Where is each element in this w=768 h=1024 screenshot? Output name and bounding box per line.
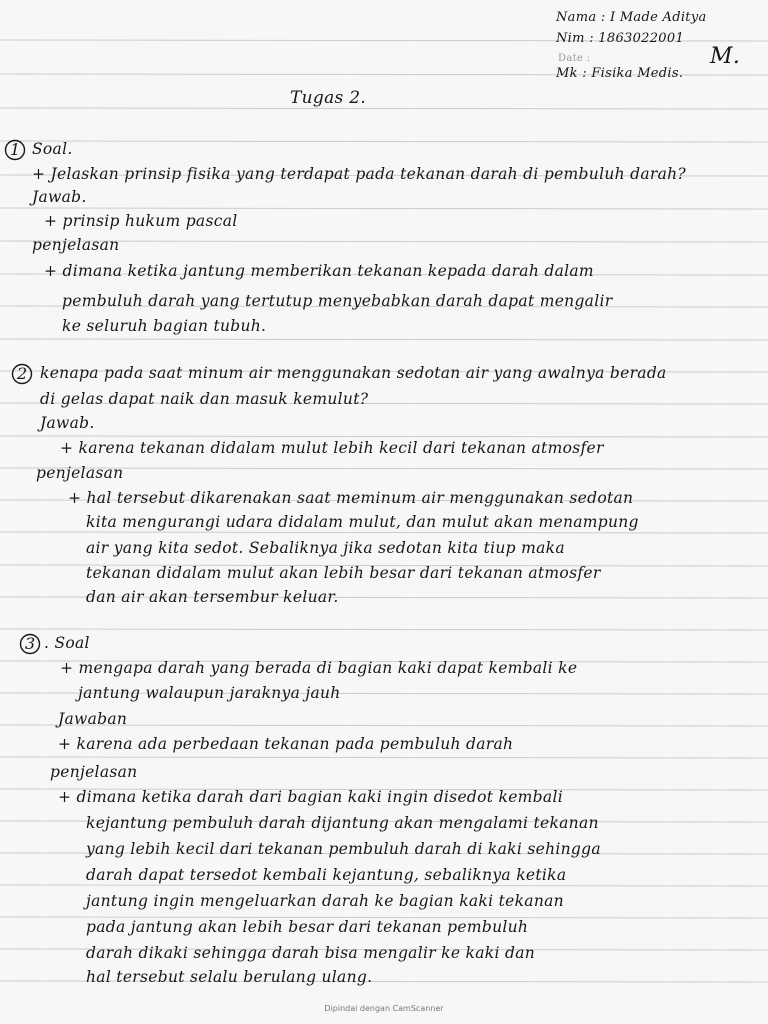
q3-explain-line: hal tersebut selalu berulang ulang. [86, 968, 373, 986]
q1-question: + Jelaskan prinsip fisika yang terdapat pada tekanan darah di pembuluh darah? [32, 165, 687, 183]
question-number-1: 1 [10, 140, 21, 159]
q3-question-line: + mengapa darah yang berada di bagian kaki dapat kembali ke [60, 659, 578, 677]
student-id: Nim : 1863022001 [556, 31, 685, 46]
signature: M. [710, 44, 741, 69]
q2-answer-label: Jawab. [40, 414, 95, 432]
q1-answer: + prinsip hukum pascal [44, 212, 238, 230]
course-name: Mk : Fisika Medis. [556, 66, 684, 81]
q3-explain-line: darah dapat tersedot kembali kejantung, sebaliknya ketika [86, 866, 567, 884]
q3-explain-line: pada jantung akan lebih besar dari tekanan pembuluh [86, 918, 529, 936]
q3-explain-line: darah dikaki sehingga darah bisa mengalir ke kaki dan [86, 944, 536, 962]
q2-explain-line: air yang kita sedot. Sebaliknya jika sedotan kita tiup maka [86, 539, 565, 557]
date-label: Date : [558, 53, 591, 64]
q3-explain-line: kejantung pembuluh darah dijantung akan mengalami tekanan [86, 814, 599, 832]
student-name: Nama : I Made Aditya [556, 10, 707, 25]
page-title: Tugas 2. [290, 88, 367, 108]
q3-answer-label: Jawaban [58, 710, 128, 728]
q1-explain-line: + dimana ketika jantung memberikan tekanan kepada darah dalam [44, 262, 594, 280]
question-number-2: 2 [17, 364, 28, 383]
q2-explain-line: kita mengurangi udara didalam mulut, dan mulut akan menampung [86, 513, 639, 531]
q1-explain-line: ke seluruh bagian tubuh. [62, 317, 267, 335]
q1-explain-label: penjelasan [32, 236, 120, 254]
q3-explain-label: penjelasan [50, 763, 138, 781]
q2-explain-line: dan air akan tersembur keluar. [86, 588, 339, 606]
q3-explain-line: yang lebih kecil dari tekanan pembuluh darah di kaki sehingga [86, 840, 601, 858]
q2-question-line: kenapa pada saat minum air menggunakan sedotan air yang awalnya berada [40, 364, 667, 382]
q3-explain-line: + dimana ketika darah dari bagian kaki ingin disedot kembali [58, 788, 563, 806]
q1-heading: Soal. [32, 140, 73, 158]
q2-explain-line: + hal tersebut dikarenakan saat meminum air menggunakan sedotan [68, 489, 634, 507]
question-number-3: 3 [25, 634, 36, 653]
q2-explain-label: penjelasan [36, 464, 124, 482]
q2-answer: + karena tekanan didalam mulut lebih kecil dari tekanan atmosfer [60, 439, 604, 457]
q1-answer-label: Jawab. [32, 188, 87, 206]
q2-explain-line: tekanan didalam mulut akan lebih besar dari tekanan atmosfer [86, 564, 601, 582]
q3-heading: . Soal [44, 634, 90, 652]
q2-question-line: di gelas dapat naik dan masuk kemulut? [40, 390, 369, 408]
q1-explain-line: pembuluh darah yang tertutup menyebabkan darah dapat mengalir [62, 292, 613, 310]
q3-answer: + karena ada perbedaan tekanan pada pembuluh darah [58, 735, 514, 753]
q3-explain-line: jantung ingin mengeluarkan darah ke bagian kaki tekanan [86, 892, 564, 910]
q3-question-line: jantung walaupun jaraknya jauh [78, 684, 341, 702]
scanner-watermark: Dipindai dengan CamScanner [324, 1004, 444, 1013]
